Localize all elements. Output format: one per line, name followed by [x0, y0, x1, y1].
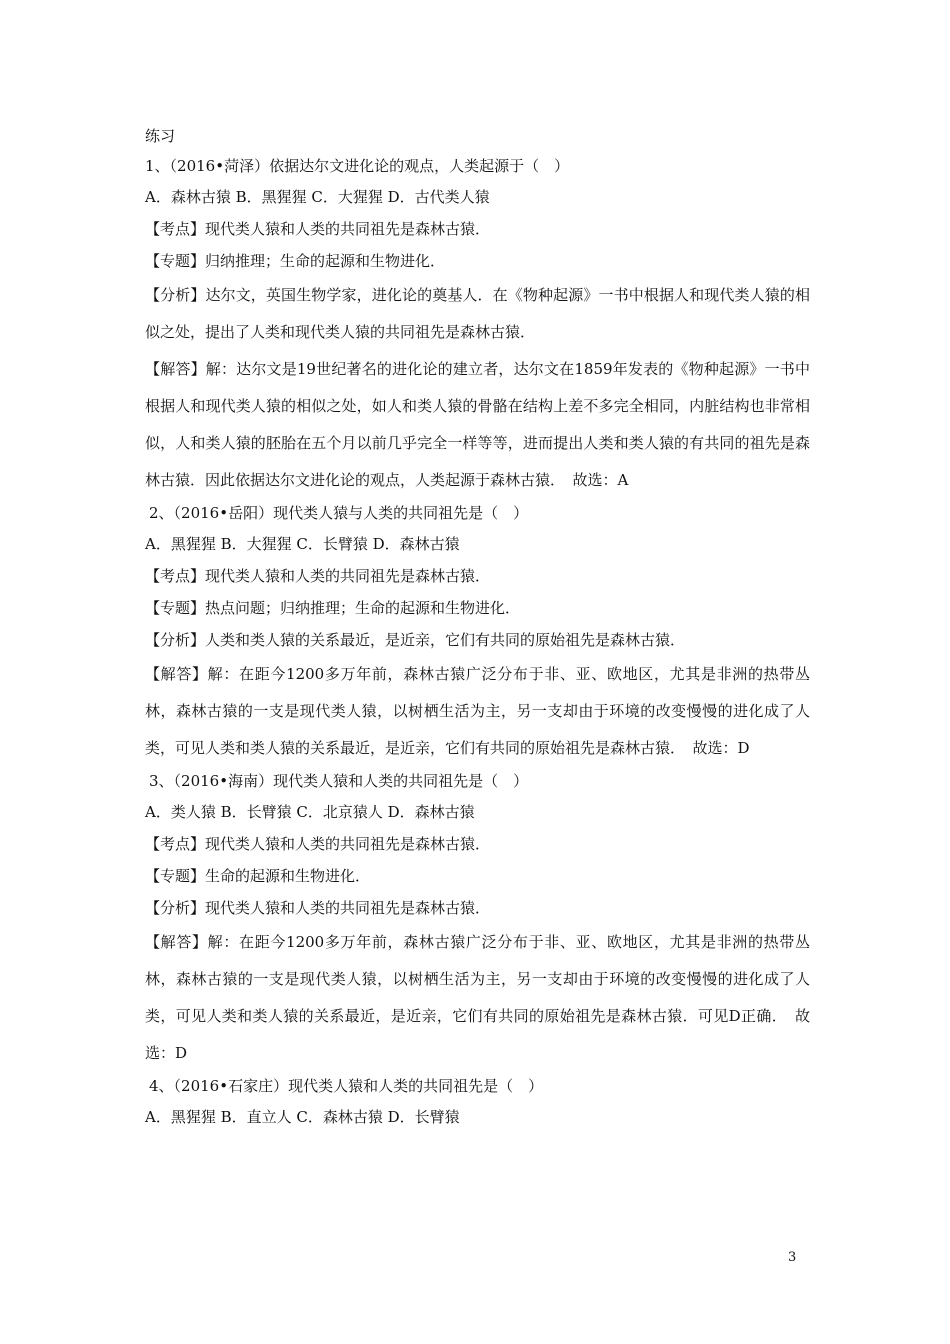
analysis: 【分析】人类和类人猿的关系最近，是近亲，它们有共同的原始祖先是森林古猿． [145, 631, 686, 649]
question-stem: 4、（2016•石家庄）现代类人猿和人类的共同祖先是（ ） [149, 1077, 544, 1095]
exam-point: 【考点】现代类人猿和人类的共同祖先是森林古猿． [145, 835, 491, 853]
topic: 【专题】热点问题；归纳推理；生命的起源和生物进化． [145, 599, 521, 617]
analysis: 【分析】达尔文，英国生物学家，进化论的奠基人．在《物种起源》一书中根据人和现代类人猿的相似之处，提出了人类和现代类人猿的共同祖先是森林古猿． [145, 286, 810, 341]
question-stem: 1、（2016•菏泽）依据达尔文进化论的观点，人类起源于（ ） [145, 157, 570, 175]
exam-point: 【考点】现代类人猿和人类的共同祖先是森林古猿． [145, 220, 491, 238]
answer: 【解答】解：在距今1200多万年前，森林古猿广泛分布于非、亚、欧地区，尤其是非洲的热带丛林，森林古猿的一支是现代类人猿，以树栖生活为主，另一支却由于环境的改变慢慢的进化成了人类，可见人类和类人猿的关系最近，是近亲，它们有共同的原始祖先是森林古猿．可见D正确． 故选：D [145, 933, 810, 1062]
question-3 [145, 767, 810, 1072]
question-stem: 2、（2016•岳阳）现代类人猿与人类的共同祖先是（ ） [149, 504, 529, 522]
question-2 [145, 499, 810, 767]
question-4 [145, 1072, 810, 1133]
question-1 [145, 152, 810, 499]
document-page [145, 120, 810, 1133]
question-options: A．黑猩猩 B．直立人 C．森林古猿 D．长臂猿 [145, 1108, 460, 1126]
topic: 【专题】归纳推理；生命的起源和生物进化． [145, 252, 446, 270]
question-stem: 3、（2016•海南）现代类人猿和人类的共同祖先是（ ） [149, 772, 529, 790]
page-number: 3 [788, 1250, 797, 1265]
exam-point: 【考点】现代类人猿和人类的共同祖先是森林古猿． [145, 567, 491, 585]
question-options: A．黑猩猩 B．大猩猩 C．长臂猿 D．森林古猿 [145, 535, 460, 553]
question-options: A．森林古猿 B．黑猩猩 C．大猩猩 D．古代类人猿 [145, 188, 490, 206]
answer: 【解答】解：达尔文是19世纪著名的进化论的建立者，达尔文在1859年发表的《物种起源》一书中根据人和现代类人猿的相似之处，如人和类人猿的骨骼在结构上差不多完全相同，内脏结构也非常相似，人和类人猿的胚胎在五个月以前几乎完全一样等等，进而提出人类和类人猿的有共同的祖先是森林古猿．因此依据达尔文进化论的观点，人类起源于森林古猿． 故选：A [145, 360, 810, 489]
topic: 【专题】生命的起源和生物进化． [145, 867, 371, 885]
question-options: A．类人猿 B．长臂猿 C．北京猿人 D．森林古猿 [145, 803, 475, 821]
section-title: 练习 [145, 127, 176, 145]
answer: 【解答】解：在距今1200多万年前，森林古猿广泛分布于非、亚、欧地区，尤其是非洲的热带丛林，森林古猿的一支是现代类人猿，以树栖生活为主，另一支却由于环境的改变慢慢的进化成了人类，可见人类和类人猿的关系最近，是近亲，它们有共同的原始祖先是森林古猿． 故选：D [145, 665, 810, 757]
analysis: 【分析】现代类人猿和人类的共同祖先是森林古猿． [145, 899, 491, 917]
